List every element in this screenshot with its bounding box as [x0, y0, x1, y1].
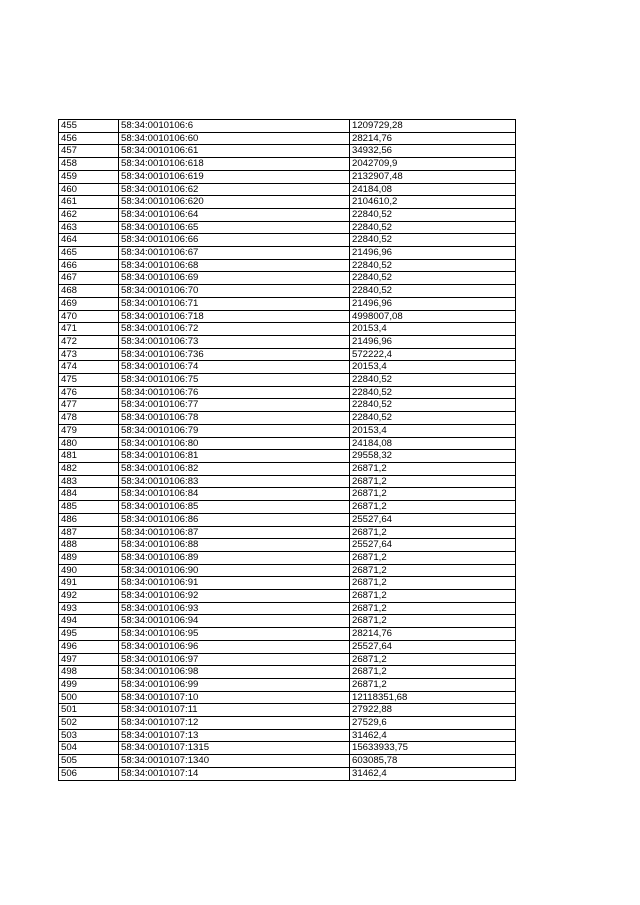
- value-cell: 12118351,68: [350, 691, 516, 704]
- row-number-cell: 488: [59, 539, 119, 552]
- value-cell: 22840,52: [350, 272, 516, 285]
- cadastral-number-cell: 58:34:0010106:74: [119, 361, 350, 374]
- cadastral-number-cell: 58:34:0010106:79: [119, 424, 350, 437]
- row-number-cell: 465: [59, 247, 119, 260]
- value-cell: 26871,2: [350, 475, 516, 488]
- row-number-cell: 494: [59, 615, 119, 628]
- cadastral-number-cell: 58:34:0010106:86: [119, 513, 350, 526]
- cadastral-number-cell: 58:34:0010107:13: [119, 729, 350, 742]
- cadastral-value-table: [58, 119, 516, 781]
- row-number-cell: 481: [59, 450, 119, 463]
- value-cell: 25527,64: [350, 539, 516, 552]
- table-row: [59, 297, 516, 310]
- table-row: [59, 221, 516, 234]
- value-cell: 28214,76: [350, 132, 516, 145]
- value-cell: 24184,08: [350, 437, 516, 450]
- cadastral-number-cell: 58:34:0010106:83: [119, 475, 350, 488]
- cadastral-number-cell: 58:34:0010106:81: [119, 450, 350, 463]
- table-row: [59, 272, 516, 285]
- cadastral-number-cell: 58:34:0010107:1315: [119, 742, 350, 755]
- cadastral-number-cell: 58:34:0010106:90: [119, 564, 350, 577]
- table-row: [59, 488, 516, 501]
- row-number-cell: 461: [59, 196, 119, 209]
- cadastral-number-cell: 58:34:0010106:68: [119, 259, 350, 272]
- value-cell: 26871,2: [350, 602, 516, 615]
- value-cell: 27529,6: [350, 717, 516, 730]
- value-cell: 34932,56: [350, 145, 516, 158]
- row-number-cell: 490: [59, 564, 119, 577]
- row-number-cell: 472: [59, 335, 119, 348]
- table-row: [59, 539, 516, 552]
- cadastral-number-cell: 58:34:0010106:89: [119, 551, 350, 564]
- row-number-cell: 457: [59, 145, 119, 158]
- value-cell: 22840,52: [350, 285, 516, 298]
- row-number-cell: 469: [59, 297, 119, 310]
- value-cell: 22840,52: [350, 234, 516, 247]
- row-number-cell: 497: [59, 653, 119, 666]
- row-number-cell: 471: [59, 323, 119, 336]
- cadastral-number-cell: 58:34:0010106:75: [119, 374, 350, 387]
- table-row: [59, 259, 516, 272]
- value-cell: 26871,2: [350, 678, 516, 691]
- value-cell: 22840,52: [350, 399, 516, 412]
- cadastral-number-cell: 58:34:0010106:65: [119, 221, 350, 234]
- cadastral-number-cell: 58:34:0010106:736: [119, 348, 350, 361]
- cadastral-number-cell: 58:34:0010106:67: [119, 247, 350, 260]
- table-row: [59, 285, 516, 298]
- table-row: [59, 247, 516, 260]
- table-row: [59, 640, 516, 653]
- table-row: [59, 412, 516, 425]
- row-number-cell: 482: [59, 462, 119, 475]
- row-number-cell: 475: [59, 374, 119, 387]
- row-number-cell: 464: [59, 234, 119, 247]
- table-row: [59, 399, 516, 412]
- value-cell: 31462,4: [350, 729, 516, 742]
- cadastral-number-cell: 58:34:0010106:620: [119, 196, 350, 209]
- row-number-cell: 501: [59, 704, 119, 717]
- value-cell: 26871,2: [350, 526, 516, 539]
- row-number-cell: 477: [59, 399, 119, 412]
- cadastral-number-cell: 58:34:0010106:76: [119, 386, 350, 399]
- value-cell: 22840,52: [350, 221, 516, 234]
- value-cell: 26871,2: [350, 666, 516, 679]
- table-row: [59, 132, 516, 145]
- value-cell: 29558,32: [350, 450, 516, 463]
- table-row: [59, 615, 516, 628]
- value-cell: 26871,2: [350, 590, 516, 603]
- row-number-cell: 463: [59, 221, 119, 234]
- table-row: [59, 717, 516, 730]
- value-cell: 20153,4: [350, 424, 516, 437]
- row-number-cell: 478: [59, 412, 119, 425]
- table-row: [59, 691, 516, 704]
- row-number-cell: 500: [59, 691, 119, 704]
- cadastral-number-cell: 58:34:0010107:14: [119, 767, 350, 780]
- value-cell: 20153,4: [350, 323, 516, 336]
- table-row: [59, 310, 516, 323]
- value-cell: 15633933,75: [350, 742, 516, 755]
- value-cell: 26871,2: [350, 501, 516, 514]
- row-number-cell: 484: [59, 488, 119, 501]
- table-row: [59, 170, 516, 183]
- cadastral-number-cell: 58:34:0010106:71: [119, 297, 350, 310]
- table-row: [59, 526, 516, 539]
- row-number-cell: 468: [59, 285, 119, 298]
- cadastral-number-cell: 58:34:0010106:77: [119, 399, 350, 412]
- table-row: [59, 501, 516, 514]
- row-number-cell: 485: [59, 501, 119, 514]
- cadastral-number-cell: 58:34:0010106:97: [119, 653, 350, 666]
- table-row: [59, 424, 516, 437]
- row-number-cell: 504: [59, 742, 119, 755]
- table-row: [59, 513, 516, 526]
- table-row: [59, 208, 516, 221]
- table-row: [59, 666, 516, 679]
- table-row: [59, 475, 516, 488]
- table-row: [59, 767, 516, 780]
- table-row: [59, 361, 516, 374]
- cadastral-number-cell: 58:34:0010106:70: [119, 285, 350, 298]
- table-row: [59, 120, 516, 133]
- cadastral-number-cell: 58:34:0010106:91: [119, 577, 350, 590]
- row-number-cell: 496: [59, 640, 119, 653]
- row-number-cell: 473: [59, 348, 119, 361]
- row-number-cell: 486: [59, 513, 119, 526]
- cadastral-number-cell: 58:34:0010106:82: [119, 462, 350, 475]
- row-number-cell: 503: [59, 729, 119, 742]
- cadastral-number-cell: 58:34:0010106:62: [119, 183, 350, 196]
- value-cell: 25527,64: [350, 640, 516, 653]
- table-row: [59, 628, 516, 641]
- value-cell: 26871,2: [350, 551, 516, 564]
- cadastral-number-cell: 58:34:0010106:6: [119, 120, 350, 133]
- cadastral-number-cell: 58:34:0010106:66: [119, 234, 350, 247]
- table-row: [59, 602, 516, 615]
- cadastral-number-cell: 58:34:0010107:1340: [119, 755, 350, 768]
- table-row: [59, 729, 516, 742]
- value-cell: 26871,2: [350, 577, 516, 590]
- cadastral-number-cell: 58:34:0010106:80: [119, 437, 350, 450]
- table-row: [59, 742, 516, 755]
- row-number-cell: 466: [59, 259, 119, 272]
- cadastral-number-cell: 58:34:0010106:92: [119, 590, 350, 603]
- cadastral-number-cell: 58:34:0010106:60: [119, 132, 350, 145]
- row-number-cell: 493: [59, 602, 119, 615]
- value-cell: 2104610,2: [350, 196, 516, 209]
- cadastral-number-cell: 58:34:0010106:64: [119, 208, 350, 221]
- table-row: [59, 755, 516, 768]
- value-cell: 27922,88: [350, 704, 516, 717]
- cadastral-number-cell: 58:34:0010106:95: [119, 628, 350, 641]
- row-number-cell: 480: [59, 437, 119, 450]
- table-row: [59, 323, 516, 336]
- value-cell: 26871,2: [350, 564, 516, 577]
- row-number-cell: 467: [59, 272, 119, 285]
- cadastral-number-cell: 58:34:0010106:718: [119, 310, 350, 323]
- table-row: [59, 551, 516, 564]
- value-cell: 1209729,28: [350, 120, 516, 133]
- row-number-cell: 495: [59, 628, 119, 641]
- row-number-cell: 455: [59, 120, 119, 133]
- table-row: [59, 234, 516, 247]
- table-row: [59, 450, 516, 463]
- row-number-cell: 456: [59, 132, 119, 145]
- table-row: [59, 348, 516, 361]
- cadastral-number-cell: 58:34:0010106:78: [119, 412, 350, 425]
- cadastral-number-cell: 58:34:0010106:619: [119, 170, 350, 183]
- value-cell: 26871,2: [350, 615, 516, 628]
- row-number-cell: 458: [59, 158, 119, 171]
- row-number-cell: 459: [59, 170, 119, 183]
- value-cell: 2132907,48: [350, 170, 516, 183]
- value-cell: 21496,96: [350, 335, 516, 348]
- row-number-cell: 505: [59, 755, 119, 768]
- table-body: [59, 120, 516, 781]
- row-number-cell: 474: [59, 361, 119, 374]
- cadastral-number-cell: 58:34:0010106:96: [119, 640, 350, 653]
- row-number-cell: 489: [59, 551, 119, 564]
- table-row: [59, 704, 516, 717]
- cadastral-number-cell: 58:34:0010107:11: [119, 704, 350, 717]
- table-row: [59, 564, 516, 577]
- value-cell: 31462,4: [350, 767, 516, 780]
- value-cell: 603085,78: [350, 755, 516, 768]
- value-cell: 20153,4: [350, 361, 516, 374]
- row-number-cell: 479: [59, 424, 119, 437]
- cadastral-number-cell: 58:34:0010106:98: [119, 666, 350, 679]
- value-cell: 22840,52: [350, 412, 516, 425]
- cadastral-number-cell: 58:34:0010106:618: [119, 158, 350, 171]
- value-cell: 25527,64: [350, 513, 516, 526]
- row-number-cell: 462: [59, 208, 119, 221]
- value-cell: 22840,52: [350, 374, 516, 387]
- row-number-cell: 499: [59, 678, 119, 691]
- cadastral-number-cell: 58:34:0010106:69: [119, 272, 350, 285]
- value-cell: 4998007,08: [350, 310, 516, 323]
- row-number-cell: 470: [59, 310, 119, 323]
- value-cell: 28214,76: [350, 628, 516, 641]
- table-row: [59, 678, 516, 691]
- table-row: [59, 653, 516, 666]
- table-row: [59, 577, 516, 590]
- table-row: [59, 386, 516, 399]
- value-cell: 22840,52: [350, 259, 516, 272]
- value-cell: 24184,08: [350, 183, 516, 196]
- value-cell: 21496,96: [350, 297, 516, 310]
- value-cell: 26871,2: [350, 462, 516, 475]
- table-row: [59, 335, 516, 348]
- table-row: [59, 158, 516, 171]
- cadastral-number-cell: 58:34:0010106:73: [119, 335, 350, 348]
- cadastral-number-cell: 58:34:0010106:93: [119, 602, 350, 615]
- cadastral-number-cell: 58:34:0010106:84: [119, 488, 350, 501]
- value-cell: 572222,4: [350, 348, 516, 361]
- row-number-cell: 502: [59, 717, 119, 730]
- table-row: [59, 196, 516, 209]
- value-cell: 26871,2: [350, 488, 516, 501]
- table-row: [59, 462, 516, 475]
- cadastral-number-cell: 58:34:0010106:99: [119, 678, 350, 691]
- row-number-cell: 476: [59, 386, 119, 399]
- row-number-cell: 460: [59, 183, 119, 196]
- cadastral-number-cell: 58:34:0010106:85: [119, 501, 350, 514]
- cadastral-number-cell: 58:34:0010106:72: [119, 323, 350, 336]
- value-cell: 22840,52: [350, 386, 516, 399]
- cadastral-number-cell: 58:34:0010106:94: [119, 615, 350, 628]
- value-cell: 22840,52: [350, 208, 516, 221]
- row-number-cell: 506: [59, 767, 119, 780]
- row-number-cell: 483: [59, 475, 119, 488]
- value-cell: 26871,2: [350, 653, 516, 666]
- table-row: [59, 590, 516, 603]
- cadastral-number-cell: 58:34:0010106:87: [119, 526, 350, 539]
- table-row: [59, 437, 516, 450]
- table-row: [59, 374, 516, 387]
- row-number-cell: 487: [59, 526, 119, 539]
- value-cell: 2042709,9: [350, 158, 516, 171]
- row-number-cell: 491: [59, 577, 119, 590]
- cadastral-number-cell: 58:34:0010107:10: [119, 691, 350, 704]
- row-number-cell: 492: [59, 590, 119, 603]
- value-cell: 21496,96: [350, 247, 516, 260]
- table-row: [59, 183, 516, 196]
- cadastral-number-cell: 58:34:0010106:88: [119, 539, 350, 552]
- row-number-cell: 498: [59, 666, 119, 679]
- cadastral-number-cell: 58:34:0010106:61: [119, 145, 350, 158]
- table-row: [59, 145, 516, 158]
- cadastral-number-cell: 58:34:0010107:12: [119, 717, 350, 730]
